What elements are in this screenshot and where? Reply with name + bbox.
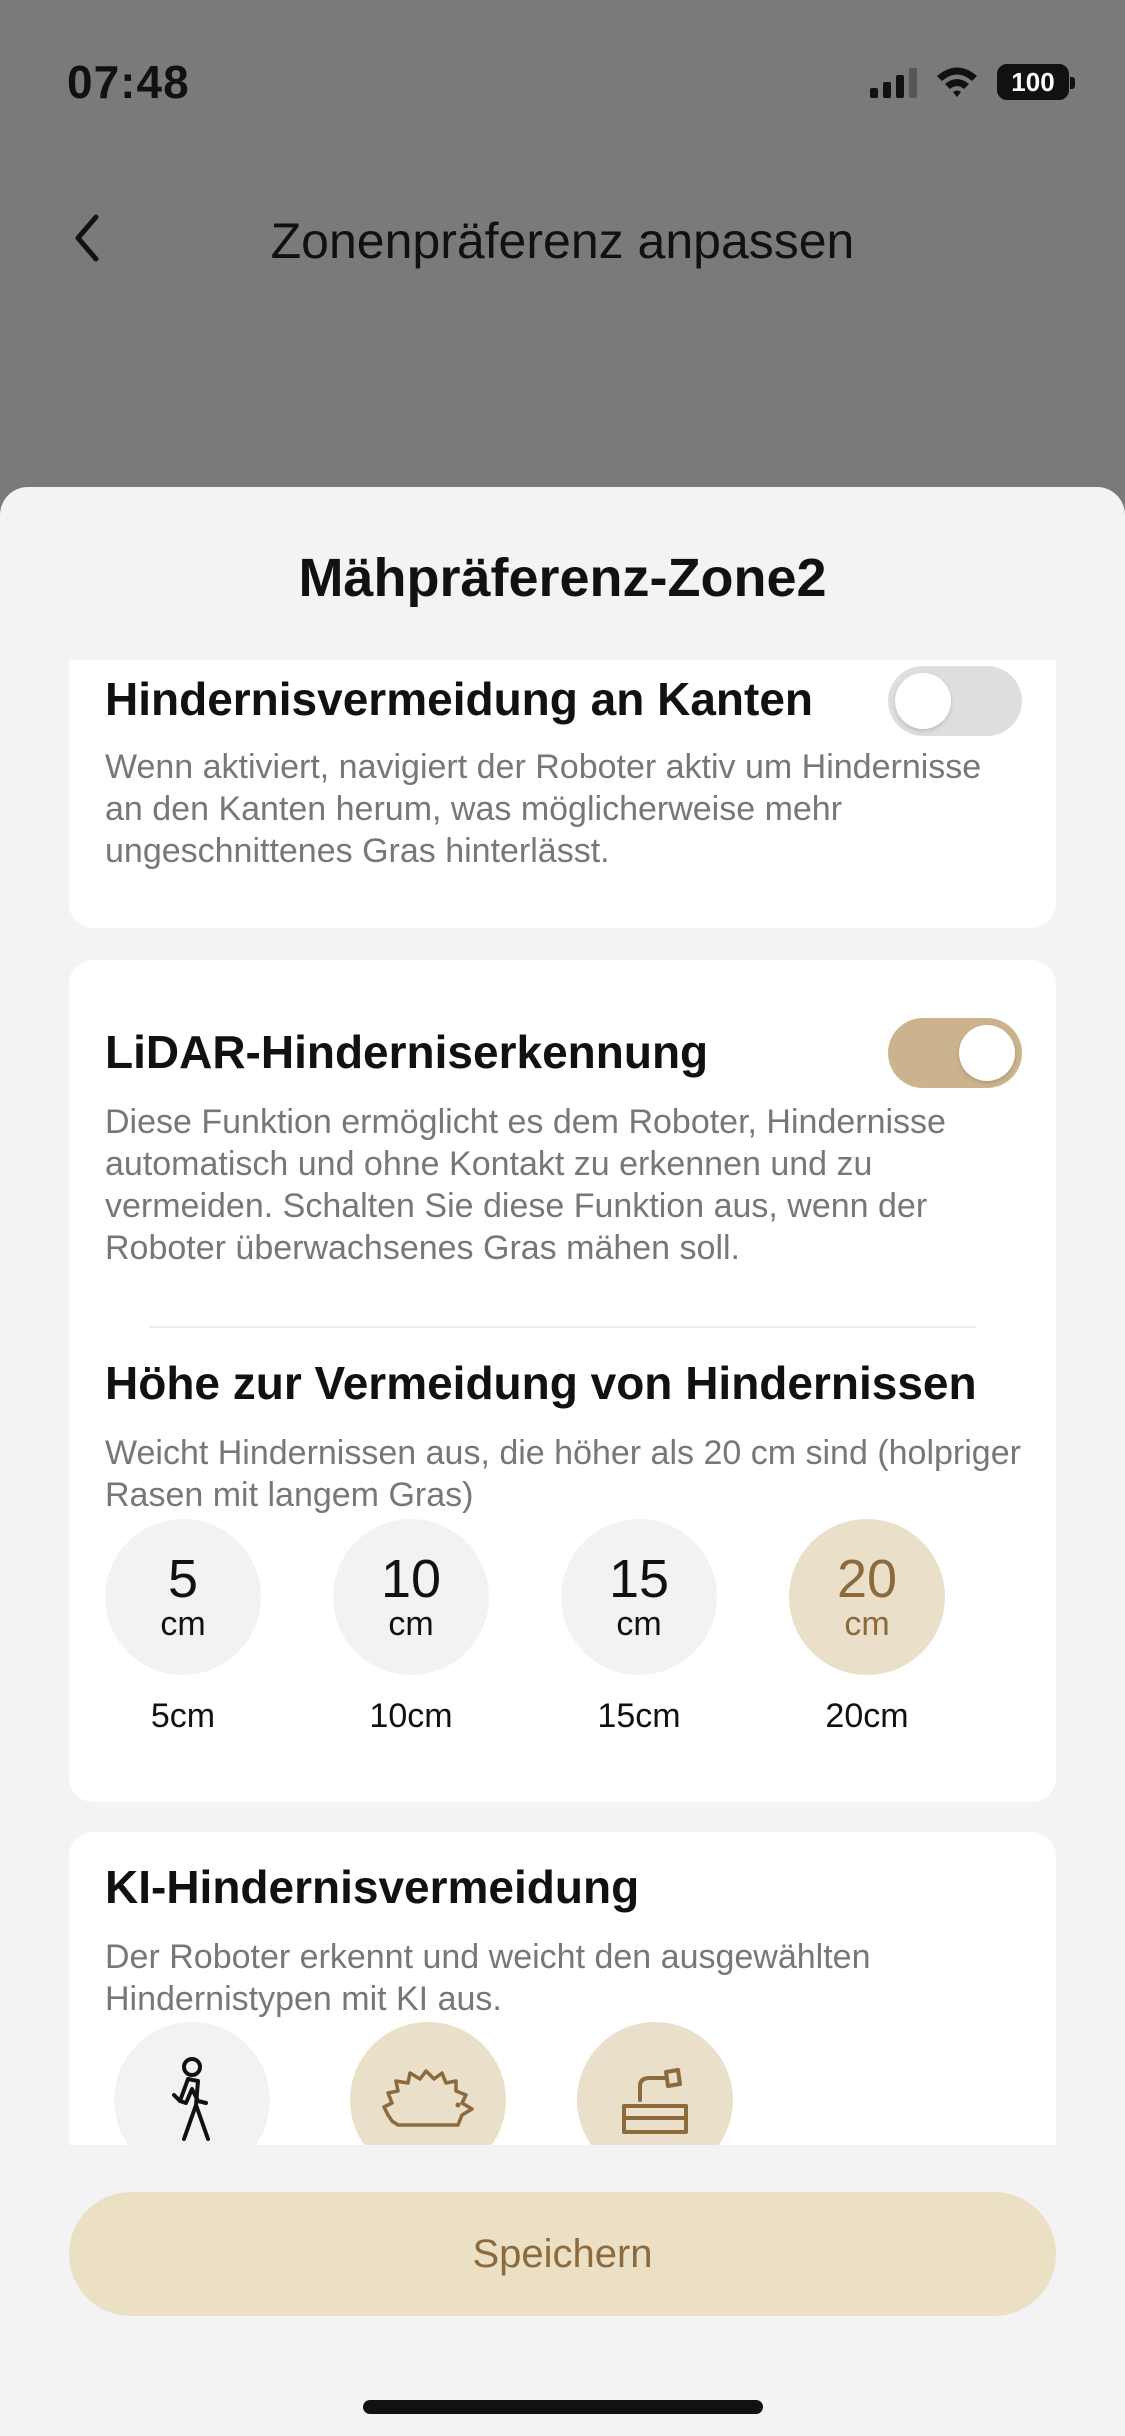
edge-avoidance-card [69,660,1056,928]
sheet-title: Mähpräferenz-Zone2 [298,548,827,608]
height-label: 5cm [150,1697,216,1735]
height-label: 15cm [597,1697,681,1735]
pet-bowl-icon [610,2060,700,2140]
lidar-title: LiDAR-Hinderniserkennung [105,1026,709,1078]
settings-scroll-area[interactable] [0,660,1125,2145]
cellular-signal-icon [870,66,917,98]
height-circle [561,1519,717,1675]
height-circle [333,1519,489,1675]
ai-avoidance-card [69,1832,1056,2145]
height-unit: cm [616,1605,662,1643]
ai-avoidance-title: KI-Hindernisvermeidung [105,1861,640,1913]
height-option-5[interactable] [105,1519,261,1736]
height-option-10[interactable] [333,1519,489,1736]
edge-avoidance-toggle[interactable] [888,666,1022,736]
ai-type-person[interactable] [114,2022,270,2145]
edge-avoidance-description: Wenn aktiviert, navigiert der Roboter aktiv um Hindernisse an den Kanten herum, was möglicherweise mehr ungeschnittenes Gras hinterlässt. [105,748,982,870]
lidar-description: Diese Funktion ermöglicht es dem Roboter, Hindernisse automatisch und ohne Kontakt zu erkennen und zu vermeiden. Schalten Sie diese Funktion aus, wenn der Roboter überwachsenes Gras mähen soll. [105,1103,946,1267]
status-time: 07:48 [67,56,190,108]
height-value: 20 [836,1549,898,1609]
height-option-20[interactable] [789,1519,945,1736]
height-circle-selected [789,1519,945,1675]
height-unit: cm [844,1605,890,1643]
ai-type-hedgehog[interactable] [350,2022,506,2145]
height-unit: cm [388,1605,434,1643]
toggle-knob [895,673,951,729]
save-button[interactable]: Speichern [69,2192,1056,2316]
hedgehog-icon [378,2065,478,2135]
height-circle [105,1519,261,1675]
page-title: Zonenpräferenz anpassen [270,213,855,269]
height-label: 10cm [369,1697,453,1735]
ai-type-pet-bowl[interactable] [577,2022,733,2145]
height-unit: cm [160,1605,206,1643]
height-description: Weicht Hindernissen aus, die höher als 20 cm sind (holpriger Rasen mit langem Gras) [105,1434,1021,1514]
wifi-icon [935,65,979,99]
height-value: 15 [608,1549,670,1609]
person-walking-icon [162,2055,222,2145]
lidar-card [69,960,1056,1802]
height-value: 10 [380,1549,442,1609]
divider [149,1326,976,1328]
nav-bar [0,190,1125,290]
height-title: Höhe zur Vermeidung von Hindernissen [105,1357,977,1409]
lidar-toggle[interactable] [888,1018,1022,1088]
height-option-15[interactable] [561,1519,717,1736]
height-value: 5 [167,1549,199,1609]
battery-level: 100 [1011,66,1055,97]
home-indicator [363,2400,763,2414]
battery-icon [997,64,1069,100]
status-icons [870,62,1069,102]
status-bar [0,0,1125,150]
background-screen [0,0,1125,500]
ai-avoidance-description: Der Roboter erkennt und weicht den ausgewählten Hindernistypen mit KI aus. [105,1938,871,2018]
toggle-knob [959,1025,1015,1081]
height-label: 20cm [825,1697,909,1735]
preference-sheet [0,487,1125,2436]
edge-avoidance-title: Hindernisvermeidung an Kanten [105,673,814,725]
